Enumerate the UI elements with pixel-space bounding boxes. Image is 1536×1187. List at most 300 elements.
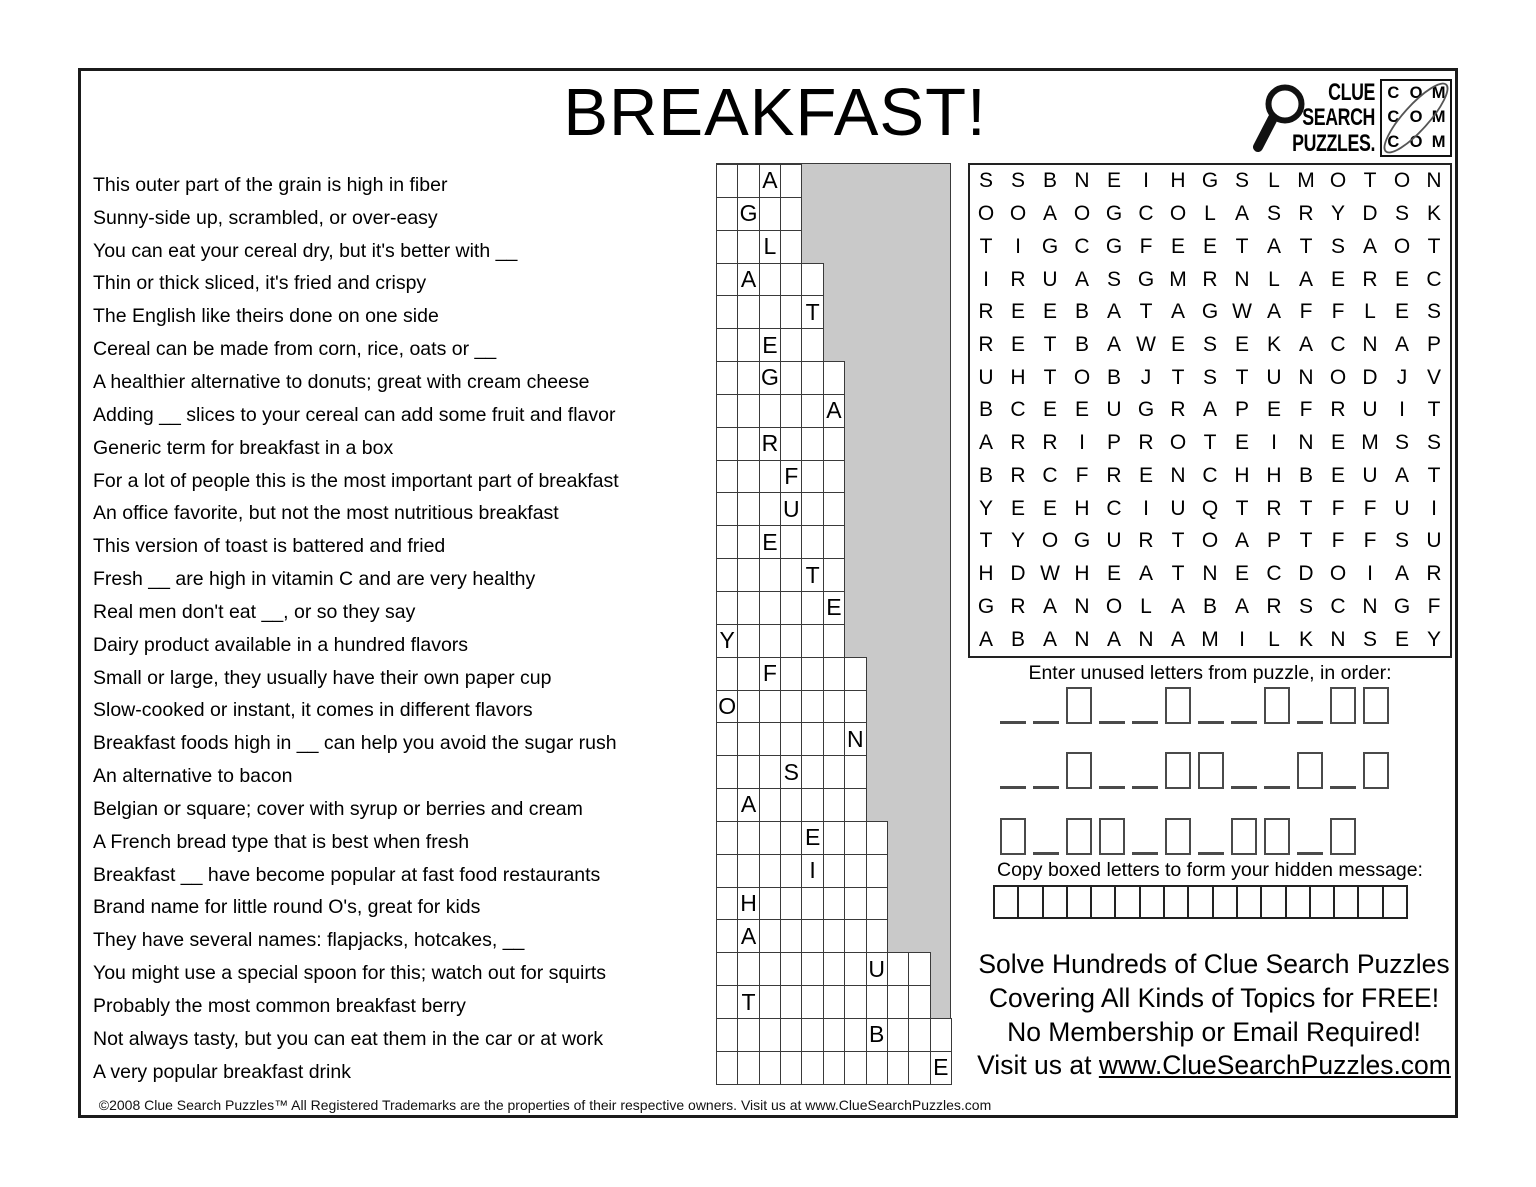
word-search-letter[interactable]: T <box>979 529 993 553</box>
word-search-letter[interactable]: B <box>1010 627 1025 651</box>
letter-blank-slot[interactable] <box>1132 784 1158 789</box>
crossword-given-letter-cell[interactable]: U <box>780 492 802 526</box>
crossword-empty-cell[interactable] <box>801 525 823 559</box>
word-search-letter[interactable]: T <box>1427 234 1441 258</box>
boxed-letter-slot[interactable] <box>1330 818 1356 855</box>
crossword-empty-cell[interactable] <box>780 558 802 592</box>
crossword-empty-cell[interactable] <box>801 460 823 494</box>
crossword-empty-cell[interactable] <box>716 1051 738 1085</box>
word-search-letter[interactable]: I <box>1143 496 1149 520</box>
word-search-letter[interactable]: T <box>1363 169 1377 193</box>
word-search-letter[interactable]: O <box>1329 562 1347 586</box>
crossword-empty-cell[interactable] <box>759 985 781 1019</box>
crossword-empty-cell[interactable] <box>759 591 781 625</box>
crossword-empty-cell[interactable] <box>823 854 845 888</box>
boxed-letter-slot[interactable] <box>1363 752 1389 789</box>
word-search-letter[interactable]: F <box>1363 529 1377 553</box>
crossword-empty-cell[interactable] <box>780 821 802 855</box>
word-search-letter[interactable]: T <box>1427 398 1441 422</box>
hidden-message-cell[interactable] <box>1163 885 1189 919</box>
word-search-letter[interactable]: F <box>1299 300 1313 324</box>
word-search-letter[interactable]: C <box>1138 202 1154 226</box>
crossword-given-letter-cell[interactable]: A <box>737 788 759 822</box>
word-search-letter[interactable]: A <box>1138 562 1153 586</box>
crossword-empty-cell[interactable] <box>866 1051 888 1085</box>
word-search-letter[interactable]: C <box>1330 333 1346 357</box>
crossword-empty-cell[interactable] <box>737 854 759 888</box>
crossword-empty-cell[interactable] <box>737 492 759 526</box>
crossword-empty-cell[interactable] <box>716 427 738 461</box>
word-search-letter[interactable]: E <box>1234 333 1249 357</box>
crossword-given-letter-cell[interactable]: N <box>844 722 866 756</box>
boxed-letter-slot[interactable] <box>1000 818 1026 855</box>
crossword-empty-cell[interactable] <box>780 657 802 691</box>
crossword-empty-cell[interactable] <box>823 624 845 658</box>
crossword-empty-cell[interactable] <box>780 263 802 297</box>
crossword-empty-cell[interactable] <box>908 1051 930 1085</box>
crossword-empty-cell[interactable] <box>737 755 759 789</box>
word-search-letter[interactable]: B <box>1042 169 1057 193</box>
crossword-empty-cell[interactable] <box>823 361 845 395</box>
word-search-letter[interactable]: G <box>1073 529 1091 553</box>
crossword-empty-cell[interactable] <box>866 919 888 953</box>
hidden-message-cell[interactable] <box>1260 885 1286 919</box>
crossword-empty-cell[interactable] <box>823 1018 845 1052</box>
word-search-letter[interactable]: N <box>1074 169 1090 193</box>
crossword-empty-cell[interactable] <box>780 854 802 888</box>
hidden-message-cell[interactable] <box>1236 885 1262 919</box>
word-search-letter[interactable]: S <box>1394 431 1409 455</box>
word-search-letter[interactable]: L <box>1268 169 1280 193</box>
crossword-empty-cell[interactable] <box>801 1018 823 1052</box>
hidden-message-cell[interactable] <box>993 885 1019 919</box>
crossword-empty-cell[interactable] <box>844 755 866 789</box>
word-search-letter[interactable]: E <box>1138 463 1153 487</box>
crossword-empty-cell[interactable] <box>780 295 802 329</box>
word-search-letter[interactable]: L <box>1268 627 1280 651</box>
word-search-letter[interactable]: R <box>1426 562 1442 586</box>
crossword-empty-cell[interactable] <box>780 722 802 756</box>
word-search-letter[interactable]: N <box>1298 365 1314 389</box>
crossword-empty-cell[interactable] <box>908 952 930 986</box>
word-search-letter[interactable]: B <box>978 398 993 422</box>
crossword-empty-cell[interactable] <box>716 591 738 625</box>
crossword-empty-cell[interactable] <box>759 1018 781 1052</box>
crossword-empty-cell[interactable] <box>866 985 888 1019</box>
crossword-empty-cell[interactable] <box>759 690 781 724</box>
hidden-message-cell[interactable] <box>1382 885 1408 919</box>
word-search-letter[interactable]: L <box>1140 594 1152 618</box>
crossword-given-letter-cell[interactable]: E <box>759 328 781 362</box>
crossword-empty-cell[interactable] <box>930 1018 952 1052</box>
word-search-letter[interactable]: N <box>1298 431 1314 455</box>
crossword-empty-cell[interactable] <box>801 952 823 986</box>
word-search-letter[interactable]: K <box>1298 627 1313 651</box>
word-search-letter[interactable]: E <box>1010 333 1025 357</box>
boxed-letter-slot[interactable] <box>1264 818 1290 855</box>
crossword-empty-cell[interactable] <box>844 854 866 888</box>
crossword-empty-cell[interactable] <box>801 690 823 724</box>
crossword-empty-cell[interactable] <box>759 492 781 526</box>
word-search-letter[interactable]: T <box>1043 365 1057 389</box>
word-search-letter[interactable]: Y <box>1330 202 1345 226</box>
word-search-letter[interactable]: B <box>1074 300 1089 324</box>
word-search-letter[interactable]: S <box>1426 431 1441 455</box>
boxed-letter-slot[interactable] <box>1066 818 1092 855</box>
crossword-given-letter-cell[interactable]: Y <box>716 624 738 658</box>
crossword-given-letter-cell[interactable]: A <box>759 164 781 198</box>
word-search-letter[interactable]: R <box>1138 529 1154 553</box>
word-search-letter[interactable]: S <box>1202 333 1217 357</box>
crossword-empty-cell[interactable] <box>737 460 759 494</box>
crossword-given-letter-cell[interactable]: T <box>737 985 759 1019</box>
word-search-letter[interactable]: K <box>1426 202 1441 226</box>
word-search-letter[interactable]: P <box>1234 398 1249 422</box>
word-search-letter[interactable]: A <box>1170 627 1185 651</box>
letter-blank-slot[interactable] <box>1231 784 1257 789</box>
crossword-given-letter-cell[interactable]: G <box>759 361 781 395</box>
word-search-letter[interactable]: O <box>1329 169 1347 193</box>
word-search-letter[interactable]: R <box>1202 267 1218 291</box>
boxed-letter-slot[interactable] <box>1066 687 1092 724</box>
crossword-empty-cell[interactable] <box>716 657 738 691</box>
word-search-letter[interactable]: P <box>1106 431 1121 455</box>
crossword-empty-cell[interactable] <box>780 525 802 559</box>
letter-blank-slot[interactable] <box>1132 719 1158 724</box>
letter-blank-slot[interactable] <box>1000 719 1026 724</box>
word-search-letter[interactable]: A <box>1234 594 1249 618</box>
hidden-message-cell[interactable] <box>1333 885 1359 919</box>
crossword-empty-cell[interactable] <box>716 985 738 1019</box>
word-search-letter[interactable]: T <box>1235 496 1249 520</box>
word-search-letter[interactable]: R <box>1106 463 1122 487</box>
crossword-empty-cell[interactable] <box>780 328 802 362</box>
word-search-letter[interactable]: A <box>1170 594 1185 618</box>
crossword-empty-cell[interactable] <box>844 887 866 921</box>
crossword-empty-cell[interactable] <box>780 1018 802 1052</box>
letter-blank-slot[interactable] <box>1297 850 1323 855</box>
crossword-given-letter-cell[interactable]: H <box>737 887 759 921</box>
word-search-letter[interactable]: E <box>1170 234 1185 258</box>
hidden-message-cell[interactable] <box>1090 885 1116 919</box>
crossword-empty-cell[interactable] <box>737 722 759 756</box>
crossword-given-letter-cell[interactable]: E <box>801 821 823 855</box>
crossword-empty-cell[interactable] <box>780 985 802 1019</box>
word-search-letter[interactable]: S <box>1394 202 1409 226</box>
word-search-letter[interactable]: O <box>1009 202 1027 226</box>
word-search-letter[interactable]: D <box>1010 562 1026 586</box>
crossword-given-letter-cell[interactable]: F <box>759 657 781 691</box>
letter-blank-slot[interactable] <box>1033 850 1059 855</box>
word-search-letter[interactable]: E <box>1074 398 1089 422</box>
word-search-letter[interactable]: Y <box>1010 529 1025 553</box>
word-search-letter[interactable]: A <box>1042 627 1057 651</box>
crossword-empty-cell[interactable] <box>737 558 759 592</box>
hidden-message-cell[interactable] <box>1042 885 1068 919</box>
word-search-letter[interactable]: T <box>1171 365 1185 389</box>
word-search-letter[interactable]: I <box>1239 627 1245 651</box>
word-search-letter[interactable]: D <box>1298 562 1314 586</box>
word-search-letter[interactable]: F <box>1331 300 1345 324</box>
word-search-letter[interactable]: I <box>1079 431 1085 455</box>
word-search-letter[interactable]: E <box>1234 562 1249 586</box>
word-search-letter[interactable]: A <box>1234 529 1249 553</box>
letter-blank-slot[interactable] <box>1231 719 1257 724</box>
crossword-empty-cell[interactable] <box>823 657 845 691</box>
crossword-empty-cell[interactable] <box>801 427 823 461</box>
word-search-letter[interactable]: T <box>1299 234 1313 258</box>
word-search-letter[interactable]: T <box>1171 529 1185 553</box>
crossword-empty-cell[interactable] <box>716 1018 738 1052</box>
word-search-letter[interactable]: I <box>1431 496 1437 520</box>
crossword-empty-cell[interactable] <box>801 263 823 297</box>
word-search-letter[interactable]: B <box>1106 365 1121 389</box>
word-search-letter[interactable]: H <box>1074 496 1090 520</box>
word-search-letter[interactable]: B <box>1298 463 1313 487</box>
boxed-letter-slot[interactable] <box>1297 752 1323 789</box>
word-search-letter[interactable]: G <box>1041 234 1059 258</box>
crossword-given-letter-cell[interactable]: R <box>759 427 781 461</box>
word-search-letter[interactable]: N <box>1362 333 1378 357</box>
hidden-message-cell[interactable] <box>1066 885 1092 919</box>
word-search-letter[interactable]: U <box>1362 463 1378 487</box>
crossword-empty-cell[interactable] <box>759 263 781 297</box>
crossword-empty-cell[interactable] <box>759 460 781 494</box>
crossword-empty-cell[interactable] <box>737 394 759 428</box>
promo-link[interactable]: www.ClueSearchPuzzles.com <box>1098 1050 1451 1081</box>
word-search-letter[interactable]: G <box>977 594 995 618</box>
word-search-letter[interactable]: O <box>977 202 995 226</box>
letter-blank-slot[interactable] <box>1000 784 1026 789</box>
word-search-letter[interactable]: B <box>978 463 993 487</box>
crossword-empty-cell[interactable] <box>737 427 759 461</box>
crossword-empty-cell[interactable] <box>716 919 738 953</box>
crossword-given-letter-cell[interactable]: L <box>759 230 781 264</box>
crossword-empty-cell[interactable] <box>844 985 866 1019</box>
hidden-message-cell[interactable] <box>1187 885 1213 919</box>
boxed-letter-slot[interactable] <box>1066 752 1092 789</box>
word-search-letter[interactable]: I <box>1399 398 1405 422</box>
crossword-empty-cell[interactable] <box>801 492 823 526</box>
crossword-empty-cell[interactable] <box>823 821 845 855</box>
crossword-empty-cell[interactable] <box>716 887 738 921</box>
word-search-letter[interactable]: U <box>978 365 994 389</box>
letter-blank-slot[interactable] <box>1033 719 1059 724</box>
word-search-letter[interactable]: R <box>1362 267 1378 291</box>
letter-blank-slot[interactable] <box>1198 850 1224 855</box>
word-search-letter[interactable]: F <box>1363 496 1377 520</box>
word-search-letter[interactable]: C <box>1426 267 1442 291</box>
crossword-empty-cell[interactable] <box>801 624 823 658</box>
letter-blank-slot[interactable] <box>1033 784 1059 789</box>
word-search-letter[interactable]: G <box>1201 169 1219 193</box>
crossword-empty-cell[interactable] <box>801 328 823 362</box>
word-search-letter[interactable]: P <box>1426 333 1441 357</box>
word-search-letter[interactable]: S <box>1010 169 1025 193</box>
word-search-letter[interactable]: M <box>1169 267 1187 291</box>
crossword-given-letter-cell[interactable]: F <box>780 460 802 494</box>
word-search-letter[interactable]: W <box>1040 562 1060 586</box>
word-search-letter[interactable]: W <box>1136 333 1156 357</box>
word-search-letter[interactable]: R <box>978 300 994 324</box>
crossword-empty-cell[interactable] <box>759 558 781 592</box>
crossword-given-letter-cell[interactable]: I <box>801 854 823 888</box>
word-search-letter[interactable]: M <box>1297 169 1315 193</box>
word-search-letter[interactable]: E <box>1106 169 1121 193</box>
crossword-empty-cell[interactable] <box>780 788 802 822</box>
letter-blank-slot[interactable] <box>1330 784 1356 789</box>
word-search-letter[interactable]: H <box>1266 463 1282 487</box>
crossword-empty-cell[interactable] <box>716 558 738 592</box>
crossword-empty-cell[interactable] <box>801 591 823 625</box>
word-search-letter[interactable]: I <box>983 267 989 291</box>
word-search-letter[interactable]: O <box>1393 234 1411 258</box>
word-search-letter[interactable]: R <box>1266 594 1282 618</box>
word-search-letter[interactable]: E <box>1042 300 1057 324</box>
word-search-letter[interactable]: N <box>1426 169 1442 193</box>
crossword-empty-cell[interactable] <box>737 591 759 625</box>
word-search-letter[interactable]: A <box>1170 300 1185 324</box>
word-search-letter[interactable]: S <box>1202 365 1217 389</box>
word-search-letter[interactable]: E <box>1170 333 1185 357</box>
crossword-empty-cell[interactable] <box>823 887 845 921</box>
word-search-letter[interactable]: F <box>1427 594 1441 618</box>
crossword-empty-cell[interactable] <box>866 854 888 888</box>
crossword-empty-cell[interactable] <box>823 525 845 559</box>
crossword-empty-cell[interactable] <box>737 690 759 724</box>
word-search-letter[interactable]: S <box>1234 169 1249 193</box>
word-search-letter[interactable]: W <box>1232 300 1252 324</box>
word-search-letter[interactable]: E <box>1010 496 1025 520</box>
crossword-empty-cell[interactable] <box>801 919 823 953</box>
crossword-empty-cell[interactable] <box>759 821 781 855</box>
word-search-letter[interactable]: R <box>1298 202 1314 226</box>
word-search-letter[interactable]: V <box>1426 365 1441 389</box>
word-search-letter[interactable]: I <box>1143 169 1149 193</box>
word-search-letter[interactable]: L <box>1204 202 1216 226</box>
crossword-empty-cell[interactable] <box>759 624 781 658</box>
letter-blank-slot[interactable] <box>1099 784 1125 789</box>
crossword-empty-cell[interactable] <box>716 821 738 855</box>
word-search-letter[interactable]: B <box>1074 333 1089 357</box>
boxed-letter-slot[interactable] <box>1198 752 1224 789</box>
crossword-empty-cell[interactable] <box>823 460 845 494</box>
word-search-letter[interactable]: S <box>1106 267 1121 291</box>
word-search-letter[interactable]: A <box>1266 234 1281 258</box>
crossword-empty-cell[interactable] <box>887 1018 909 1052</box>
crossword-empty-cell[interactable] <box>866 821 888 855</box>
crossword-empty-cell[interactable] <box>887 952 909 986</box>
boxed-letter-slot[interactable] <box>1165 752 1191 789</box>
word-search-letter[interactable]: A <box>978 431 993 455</box>
word-search-letter[interactable]: F <box>1075 463 1089 487</box>
word-search-letter[interactable]: T <box>1139 300 1153 324</box>
word-search-letter[interactable]: A <box>1106 333 1121 357</box>
crossword-empty-cell[interactable] <box>759 394 781 428</box>
word-search-letter[interactable]: S <box>1394 529 1409 553</box>
crossword-empty-cell[interactable] <box>780 690 802 724</box>
boxed-letter-slot[interactable] <box>1330 687 1356 724</box>
word-search-letter[interactable]: N <box>1074 627 1090 651</box>
crossword-empty-cell[interactable] <box>823 690 845 724</box>
word-search-letter[interactable]: H <box>1234 463 1250 487</box>
crossword-empty-cell[interactable] <box>823 985 845 1019</box>
crossword-empty-cell[interactable] <box>801 887 823 921</box>
word-search-letter[interactable]: O <box>1329 365 1347 389</box>
word-search-letter[interactable]: O <box>1073 202 1091 226</box>
word-search-letter[interactable]: F <box>1139 234 1153 258</box>
crossword-given-letter-cell[interactable]: T <box>801 295 823 329</box>
crossword-empty-cell[interactable] <box>759 295 781 329</box>
crossword-empty-cell[interactable] <box>716 328 738 362</box>
word-search-letter[interactable]: F <box>1299 398 1313 422</box>
word-search-letter[interactable]: I <box>1271 431 1277 455</box>
word-search-letter[interactable]: A <box>978 627 993 651</box>
word-search-letter[interactable]: C <box>1074 234 1090 258</box>
crossword-empty-cell[interactable] <box>716 361 738 395</box>
word-search-letter[interactable]: E <box>1330 463 1345 487</box>
word-search-letter[interactable]: Q <box>1201 496 1219 520</box>
crossword-empty-cell[interactable] <box>823 722 845 756</box>
word-search-letter[interactable]: S <box>1298 594 1313 618</box>
crossword-empty-cell[interactable] <box>737 525 759 559</box>
crossword-empty-cell[interactable] <box>844 1018 866 1052</box>
crossword-given-letter-cell[interactable]: A <box>823 394 845 428</box>
word-search-letter[interactable]: A <box>1394 562 1409 586</box>
boxed-letter-slot[interactable] <box>1165 687 1191 724</box>
crossword-empty-cell[interactable] <box>780 1051 802 1085</box>
word-search-letter[interactable]: G <box>1137 267 1155 291</box>
crossword-empty-cell[interactable] <box>759 1051 781 1085</box>
crossword-empty-cell[interactable] <box>801 1051 823 1085</box>
word-search-letter[interactable]: R <box>1330 398 1346 422</box>
word-search-letter[interactable]: U <box>1106 529 1122 553</box>
crossword-empty-cell[interactable] <box>823 1051 845 1085</box>
word-search-letter[interactable]: G <box>1105 202 1123 226</box>
crossword-empty-cell[interactable] <box>866 887 888 921</box>
crossword-empty-cell[interactable] <box>737 1051 759 1085</box>
word-search-letter[interactable]: E <box>1234 431 1249 455</box>
boxed-letter-slot[interactable] <box>1264 687 1290 724</box>
crossword-empty-cell[interactable] <box>759 755 781 789</box>
word-search-letter[interactable]: A <box>1394 463 1409 487</box>
crossword-empty-cell[interactable] <box>780 230 802 264</box>
crossword-empty-cell[interactable] <box>737 1018 759 1052</box>
crossword-given-letter-cell[interactable]: S <box>780 755 802 789</box>
word-search-letter[interactable]: S <box>1266 202 1281 226</box>
word-search-letter[interactable]: A <box>1202 398 1217 422</box>
word-search-letter[interactable]: T <box>979 234 993 258</box>
letter-blank-slot[interactable] <box>1132 850 1158 855</box>
word-search-letter[interactable]: A <box>1106 300 1121 324</box>
crossword-given-letter-cell[interactable]: E <box>930 1051 952 1085</box>
crossword-given-letter-cell[interactable]: A <box>737 263 759 297</box>
word-search-letter[interactable]: E <box>1330 267 1345 291</box>
word-search-letter[interactable]: N <box>1330 627 1346 651</box>
word-search-letter[interactable]: E <box>1394 267 1409 291</box>
crossword-empty-cell[interactable] <box>737 164 759 198</box>
word-search-letter[interactable]: B <box>1202 594 1217 618</box>
crossword-empty-cell[interactable] <box>844 657 866 691</box>
word-search-letter[interactable]: O <box>1105 594 1123 618</box>
crossword-empty-cell[interactable] <box>716 854 738 888</box>
word-search-letter[interactable]: I <box>1015 234 1021 258</box>
crossword-empty-cell[interactable] <box>716 230 738 264</box>
word-search-letter[interactable]: O <box>1169 202 1187 226</box>
word-search-letter[interactable]: C <box>1010 398 1026 422</box>
crossword-empty-cell[interactable] <box>780 361 802 395</box>
word-search-letter[interactable]: G <box>1105 234 1123 258</box>
